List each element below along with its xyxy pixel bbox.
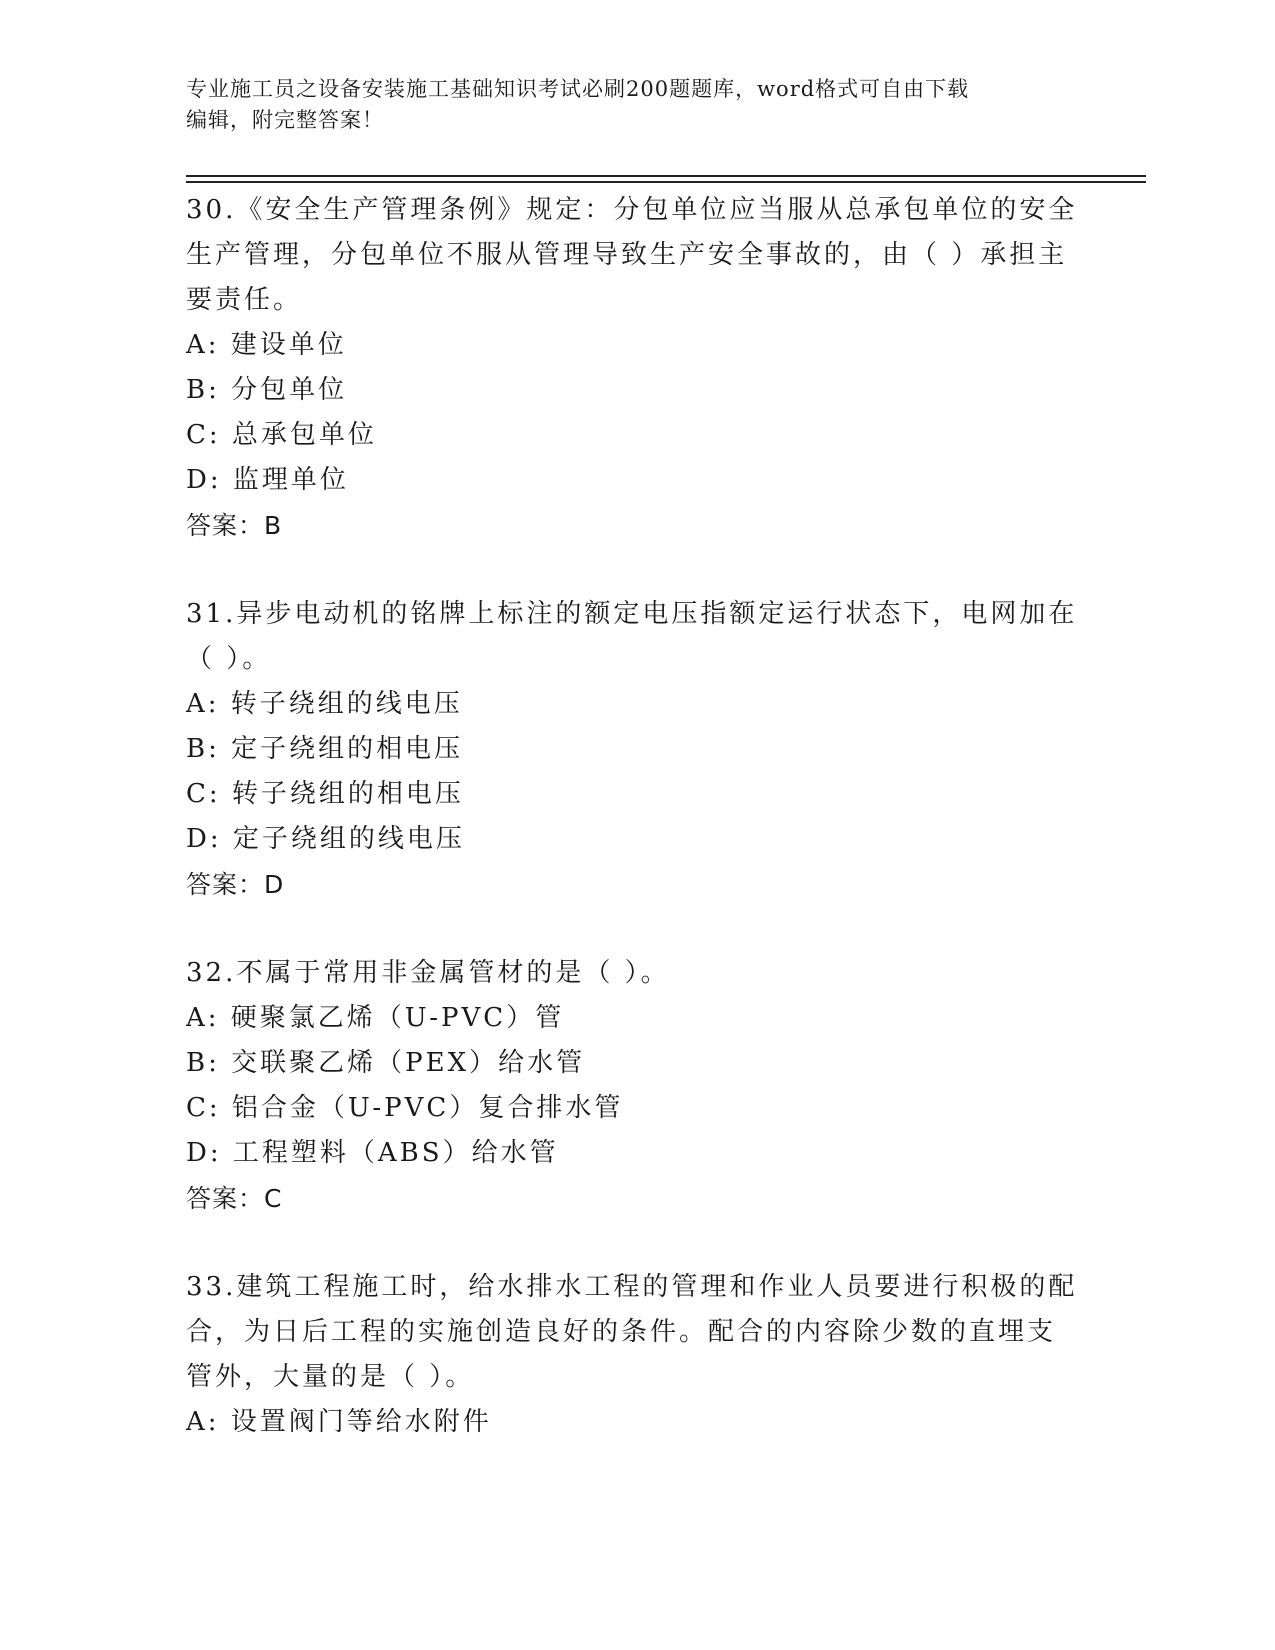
option-c: C: 总承包单位 bbox=[186, 420, 377, 450]
question-stem-line: 30.《安全生产管理条例》规定：分包单位应当服从总承包单位的安全 bbox=[186, 195, 1078, 225]
question-stem-line: 管外，大量的是（ ）。 bbox=[186, 1362, 475, 1392]
header-divider-bottom bbox=[186, 181, 1146, 183]
option-a: A: 硬聚氯乙烯（U-PVC）管 bbox=[186, 1003, 565, 1033]
question-stem-line: 33.建筑工程施工时，给水排水工程的管理和作业人员要进行积极的配 bbox=[186, 1272, 1078, 1302]
question-stem-line: 生产管理，分包单位不服从管理导致生产安全事故的，由（ ）承担主 bbox=[186, 240, 1068, 270]
option-c: C: 转子绕组的相电压 bbox=[186, 779, 464, 809]
question-stem-line: 32.不属于常用非金属管材的是（ ）。 bbox=[186, 958, 670, 988]
option-c: C: 铝合金（U-PVC）复合排水管 bbox=[186, 1093, 624, 1123]
question-33 bbox=[186, 1265, 1086, 1445]
option-b: B: 定子绕组的相电压 bbox=[186, 734, 464, 764]
header-line-2: 编辑，附完整答案！ bbox=[186, 108, 384, 132]
question-stem-line: 合，为日后工程的实施创造良好的条件。配合的内容除少数的直埋支 bbox=[186, 1317, 1057, 1347]
answer-label: 答案：D bbox=[186, 870, 285, 899]
question-31 bbox=[186, 592, 1086, 907]
answer-label: 答案：B bbox=[186, 511, 283, 540]
question-32 bbox=[186, 951, 1086, 1221]
option-a: A: 转子绕组的线电压 bbox=[186, 689, 463, 719]
header-divider-top bbox=[186, 175, 1146, 177]
option-d: D: 定子绕组的线电压 bbox=[186, 824, 465, 854]
document-header bbox=[186, 74, 1066, 136]
question-list bbox=[186, 188, 1086, 1489]
question-stem-line: 31.异步电动机的铭牌上标注的额定电压指额定运行状态下，电网加在 bbox=[186, 599, 1078, 629]
option-a: A: 设置阀门等给水附件 bbox=[186, 1407, 492, 1437]
option-a: A: 建设单位 bbox=[186, 330, 347, 360]
option-b: B: 分包单位 bbox=[186, 375, 348, 405]
question-stem-line: （ ）。 bbox=[186, 644, 272, 674]
question-stem-line: 要责任。 bbox=[186, 285, 303, 315]
answer-label: 答案：C bbox=[186, 1184, 283, 1213]
header-line-1: 专业施工员之设备安装施工基础知识考试必刷200题题库，word格式可自由下载 bbox=[186, 77, 970, 101]
question-30 bbox=[186, 188, 1086, 548]
option-d: D: 工程塑料（ABS）给水管 bbox=[186, 1138, 559, 1168]
option-d: D: 监理单位 bbox=[186, 465, 349, 495]
option-b: B: 交联聚乙烯（PEX）给水管 bbox=[186, 1048, 586, 1078]
